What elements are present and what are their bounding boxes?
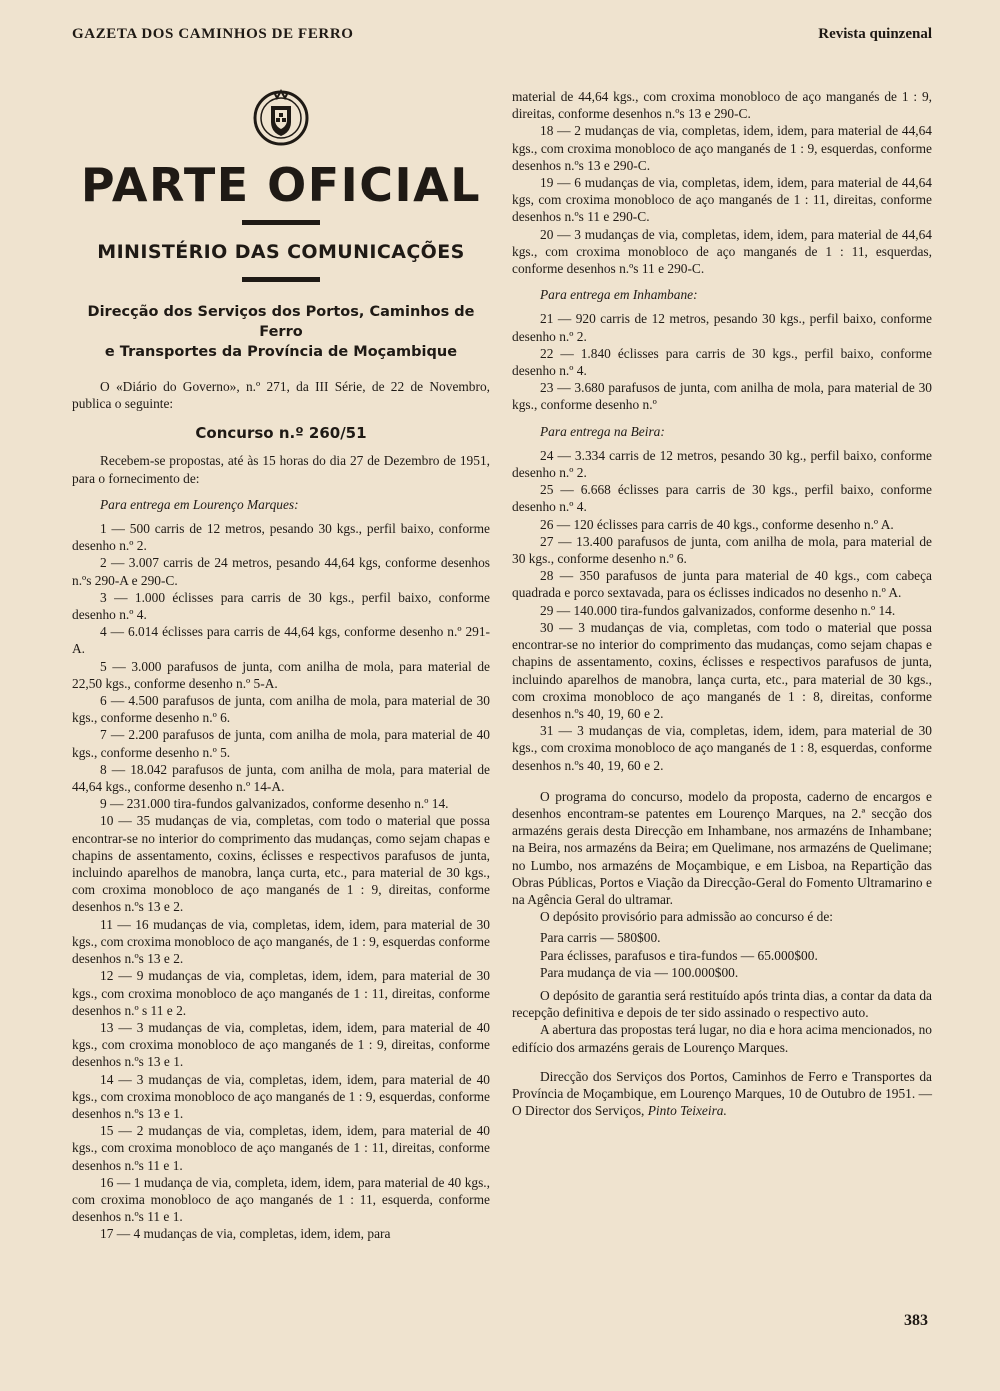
- coat-of-arms-icon: [252, 88, 310, 152]
- list-item: 26 — 120 éclisses para carris de 40 kgs., conforme desenho n.º A.: [540, 516, 894, 532]
- list-item: 19 — 6 mudanças de via, completas, idem, idem, para material de 44,64 kgs, com croxima monobloco de aço manganés de 1 : 11, direitas, conforme desenhos n.ºs 11 e 290-C.: [512, 175, 932, 225]
- journal-subtitle: Revista quinzenal: [818, 26, 932, 42]
- journal-title: GAZETA DOS CAMINHOS DE FERRO: [72, 26, 354, 42]
- opening-paragraph: Recebem-se propostas, até às 15 horas do dia 27 de Dezembro de 1951, para o fornecimento de:: [72, 453, 490, 486]
- list-item: 18 — 2 mudanças de via, completas, idem, idem, para material de 44,64 kgs., com croxima monobloco de aço manganés de 1 : 9, esquerdas, conforme desenhos n.ºs 13 e 290-C.: [512, 123, 932, 173]
- left-column: [72, 88, 490, 1243]
- list-item: material de 44,64 kgs., com croxima monobloco de aço manganés de 1 : 9, direitas, conforme desenhos n.ºs 13 e 290-C.: [512, 89, 932, 122]
- list-item: 4 — 6.014 éclisses para carris de 44,64 kgs, conforme desenho n.º 291-A.: [72, 624, 490, 657]
- list-item: 31 — 3 mudanças de via, completas, idem, idem, para material de 30 kgs., com croxima monobloco de aço manganés de 1 : 8, esquerdas, conforme desenhos n.ºs 40, 19, 60 e 2.: [512, 723, 932, 773]
- list-item: 21 — 920 carris de 12 metros, pesando 30 kgs., perfil baixo, conforme desenho n.º 2.: [512, 311, 932, 344]
- list-item: 23 — 3.680 parafusos de junta, com anilha de mola, para material de 30 kgs., conforme desenho n.º: [512, 380, 932, 413]
- abertura-paragraph: A abertura das propostas terá lugar, no dia e hora acima mencionados, no edifício dos armazéns gerais de Lourenço Marques.: [512, 1022, 932, 1055]
- garantia-paragraph: O depósito de garantia será restituído após trinta dias, a contar da data da recepção definitiva e depois de ter sido assinado o respectivo auto.: [512, 987, 932, 1021]
- list-item: 7 — 2.200 parafusos de junta, com anilha de mola, para material de 40 kgs., conforme desenho n.º 5.: [72, 727, 490, 760]
- deposit-item: Para mudança de via — 100.000$00.: [540, 964, 739, 980]
- list-item: 1 — 500 carris de 12 metros, pesando 30 kgs., perfil baixo, conforme desenho n.º 2.: [72, 521, 490, 554]
- ministry-heading: MINISTÉRIO DAS COMUNICAÇÕES: [97, 241, 465, 263]
- list-item: 28 — 350 parafusos de junta para material de 40 kgs., com cabeça quadrada e porco sextavada, para os éclisses indicados no desenho n.º A.: [512, 568, 932, 601]
- list-item: 2 — 3.007 carris de 24 metros, pesando 44,64 kgs, conforme desenhos n.ºs 290-A e 290-C.: [72, 555, 490, 588]
- deposit-list: [512, 929, 932, 981]
- page-title: PARTE OFICIAL: [80, 158, 482, 212]
- signature: Pinto Teixeira.: [647, 1103, 727, 1119]
- list-item: 22 — 1.840 éclisses para carris de 30 kgs., perfil baixo, conforme desenho n.º 4.: [512, 345, 932, 379]
- closing-text: Direcção dos Serviços dos Portos, Caminhos de Ferro e Transportes da Província de Moçambique, em Lourenço Marques, 10 de Outubro de 1951. — O Director dos Serviços,: [512, 1068, 932, 1119]
- right-item-list: [512, 88, 932, 277]
- list-item: 13 — 3 mudanças de via, completas, idem, idem, para material de 40 kgs., com croxima monobloco de aço manganés de 1 : 9, direitas, conforme desenhos n.ºs 13 e 1.: [72, 1019, 490, 1070]
- list-item: 11 — 16 mudanças de via, completas, idem, idem, para material de 30 kgs., com croxima monobloco de aço manganés, de 1 : 9, esquerdas conforme desenhos n.ºs 13 e 2.: [72, 916, 490, 967]
- divider: [242, 277, 320, 282]
- direction-line: e Transportes da Província de Moçambique: [104, 344, 458, 360]
- list-item: 9 — 231.000 tira-fundos galvanizados, conforme desenho n.º 14.: [100, 796, 449, 812]
- list-item: 12 — 9 mudanças de via, completas, idem, idem, para material de 30 kgs., com croxima monobloco de aço manganés de 1 : 11, direitas, conforme desenhos n.º s 11 e 2.: [72, 968, 490, 1018]
- page-header: [72, 26, 932, 50]
- lourenco-heading: Para entrega em Lourenço Marques:: [100, 496, 299, 512]
- right-column: [512, 88, 932, 1119]
- list-item: 20 — 3 mudanças de via, completas, idem, idem, para material de 44,64 kgs., com croxima monobloco de aço manganés de 1 : 11, esquerdas, conforme desenhos n.ºs 11 e 290-C.: [512, 226, 932, 277]
- list-item: 27 — 13.400 parafusos de junta, com anilha de mola, para material de 30 kgs., conforme desenho n.º 6.: [512, 533, 932, 567]
- direction-line: Direcção dos Serviços dos Portos, Caminhos de Ferro: [87, 304, 475, 340]
- list-item: 5 — 3.000 parafusos de junta, com anilha de mola, para material de 22,50 kgs., conforme desenho n.º 5-A.: [72, 658, 490, 691]
- left-item-list: [72, 520, 490, 1243]
- list-item: 24 — 3.334 carris de 12 metros, pesando 30 kg., perfil baixo, conforme desenho n.º 2.: [512, 447, 932, 481]
- list-item: 16 — 1 mudança de via, completa, idem, idem, para material de 40 kgs., com croxima monobloco de aço manganés de 1 : 11, esquerda, conforme desenhos n.ºs 11 e 1.: [72, 1174, 490, 1225]
- programa-paragraph: O programa do concurso, modelo da proposta, caderno de encargos e desenhos encontram-se patentes em Lourenço Marques, na 2.ª secção dos armazéns gerais desta Direcção em Inhambane, nos armazéns de Inhambane; na Beira, nos armazéns da Beira; em Quelimane, nos armazéns de Quelimane; no Lumbo, nos armazéns de Moçambique, e em Lisboa, na Repartição das Obras Públicas, Portos e Viação da Direcção-Geral do Fomento Ultramarino e na Agência Geral do ultramar.: [512, 788, 932, 907]
- inhambane-heading: Para entrega em Inhambane:: [540, 287, 698, 303]
- list-item: 17 — 4 mudanças de via, completas, idem, idem, para: [100, 1226, 391, 1242]
- deposit-item: Para carris — 580$00.: [540, 930, 661, 946]
- list-item: 8 — 18.042 parafusos de junta, com anilha de mola, para material de 44,64 kgs., conforme desenho n.º 14-A.: [72, 761, 490, 795]
- page-number: 383: [904, 1312, 928, 1329]
- list-item: 30 — 3 mudanças de via, completas, com todo o material que possa encontrar-se no interior do comprimento das mudanças, como sejam chapas e chapins de assentamento, coxins, éclisses e respectivos parafusos de junta, incluindo aparelhos de manobra, lança curta, etc., para material de 30 kgs., com croxima monobloco de aço manganés de 1 : 8, direitas, conforme desenhos n.ºs 40, 19, 60 e 2.: [512, 619, 932, 721]
- deposito-intro: O depósito provisório para admissão ao concurso é de:: [540, 909, 834, 925]
- closing-paragraph: [512, 1068, 932, 1120]
- divider: [242, 220, 320, 225]
- deposit-item: Para éclisses, parafusos e tira-fundos — 65.000$00.: [540, 947, 818, 963]
- direction-heading: [72, 302, 490, 362]
- list-item: 10 — 35 mudanças de via, completas, com todo o material que possa encontrar-se no interior do comprimento das mudanças, como sejam chapas e chapins de assentamento, coxins, éclisses e respectivos parafusos de junta, incluindo aparelhos de manobra, lança curta, etc., para material de 30 kgs., com croxima monobloco de aço manganés de 1 : 9, direitas, conforme desenhos n.ºs 13 e 2.: [72, 813, 490, 915]
- list-item: 29 — 140.000 tira-fundos galvanizados, conforme desenho n.º 14.: [540, 602, 896, 618]
- list-item: 6 — 4.500 parafusos de junta, com anilha de mola, para material de 30 kgs., conforme desenho n.º 6.: [72, 693, 490, 726]
- list-item: 25 — 6.668 éclisses para carris de 30 kgs., perfil baixo, conforme desenho n.º 4.: [512, 482, 932, 515]
- intro-paragraph: O «Diário do Governo», n.º 271, da III Série, de 22 de Novembro, publica o seguinte:: [72, 379, 490, 412]
- list-item: 15 — 2 mudanças de via, completas, idem, idem, para material de 40 kgs., com croxima monobloco de aço manganés de 1 : 11, direitas, conforme desenhos n.ºs 11 e 1.: [72, 1123, 490, 1173]
- beira-heading: Para entrega na Beira:: [540, 423, 665, 439]
- beira-item-list: [512, 447, 932, 774]
- list-item: 14 — 3 mudanças de via, completas, idem, idem, para material de 40 kgs., com croxima monobloco de aço manganés de 1 : 9, esquerdas, conforme desenhos n.ºs 13 e 1.: [72, 1071, 490, 1121]
- list-item: 3 — 1.000 éclisses para carris de 30 kgs., perfil baixo, conforme desenho n.º 4.: [72, 589, 490, 623]
- concurso-title: Concurso n.º 260/51: [195, 424, 367, 443]
- inhambane-item-list: [512, 310, 932, 413]
